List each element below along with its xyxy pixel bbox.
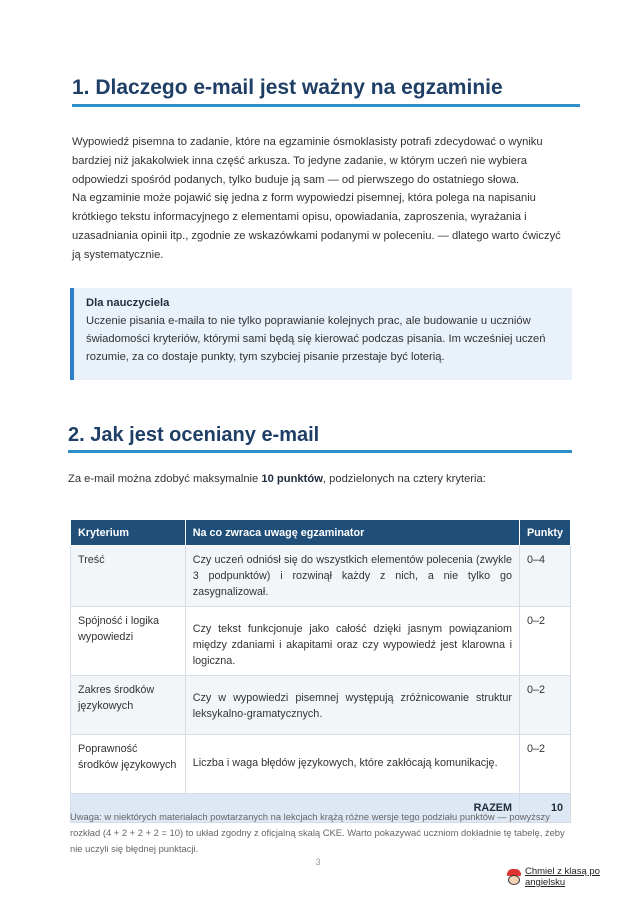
row-points: 0–4 — [519, 546, 570, 607]
total-value: 10 — [519, 794, 570, 823]
table-row — [71, 607, 571, 676]
row-description: Czy w wypowiedzi pisemnej występują zróżnicowanie struktur leksykalno-gramatycznych. — [185, 676, 519, 735]
section-1-heading: 1. Dlaczego e-mail jest ważny na egzaminie — [72, 76, 580, 107]
intro-text-before: Za e-mail można zdobyć maksymalnie — [68, 473, 262, 485]
intro-max-points: 10 punktów — [261, 473, 323, 485]
teacher-note-text: Uczenie pisania e-maila to nie tylko poprawianie kolejnych prac, ale budowanie u uczniów świadomości kryteriów, którymi sami będą się kierować podczas pisania. Im wcześniej uczeń rozumie, za co dostaje punkty, tym szybciej pisanie przestaje być loterią. — [86, 315, 546, 363]
row-criterion: Poprawność środków językowych — [71, 735, 186, 794]
teacher-avatar-icon — [505, 868, 522, 886]
row-description: Liczba i waga błędów językowych, które zakłócają komunikację. — [185, 735, 519, 794]
footnote: Uwaga: w niektórych materiałach powtarzanych na lekcjach krążą różne wersje tego podziału punktów — powyższy rozkład (4 + 2 + 2 + 2 = 10) to układ zgodny z oficjalną skalą CKE. Warto pokazywać uczniom dokładnie tę tabelę, żeby nie uczyli się błędnej punktacji. — [70, 811, 565, 854]
section-1-paragraph-1: Wypowiedź pisemna to zadanie, które na egzaminie ósmoklasisty potrafi zdecydować o wyniku bardziej niż jakakolwiek inna część arkusza. To jedyne zadanie, w którym uczeń nie wybiera odpowiedzi spośród podanych, tylko buduje ją sam — od pierwszego do ostatniego słowa. — [72, 136, 543, 186]
scoring-table — [70, 519, 571, 823]
teacher-note-title: Dla nauczyciela — [86, 297, 170, 309]
teacher-note-box — [70, 288, 572, 380]
brand-text[interactable]: Chmiel z klasą po angielsku — [524, 866, 600, 888]
header-points: Punkty — [519, 520, 570, 546]
table-header-row — [71, 520, 571, 546]
section-1-paragraph-2: Na egzaminie może pojawić się jedna z form wypowiedzi pisemnej, która polega na napisaniu krótkiego tekstu informacyjnego z elementami opisu, opowiadania, zaproszenia, wyrażania i uzasadniania opinii itp., zgodnie ze wskazówkami podanymi w poleceniu. — dlatego warto ćwiczyć ją systematycznie. — [72, 192, 561, 261]
row-criterion: Treść — [71, 546, 186, 607]
row-description: Czy uczeń odniósł się do wszystkich elementów polecenia (zwykle 3 podpunktów) i rozwinął każdy z nich, a nie tylko go zasygnalizował. — [185, 546, 519, 607]
row-points: 0–2 — [519, 735, 570, 794]
total-label: RAZEM — [71, 794, 520, 823]
table-row — [71, 676, 571, 735]
header-description: Na co zwraca uwagę egzaminator — [185, 520, 519, 546]
row-points: 0–2 — [519, 607, 570, 676]
row-criterion: Zakres środków językowych — [71, 676, 186, 735]
header-criterion: Kryterium — [71, 520, 186, 546]
section-2-heading: 2. Jak jest oceniany e-mail — [68, 424, 572, 453]
brand-link[interactable] — [505, 866, 636, 888]
row-points: 0–2 — [519, 676, 570, 735]
row-description: Czy tekst funkcjonuje jako całość dzięki jasnym powiązaniom między zdaniami i akapitami oraz czy wypowiedź jest klarowna i logiczna. — [185, 607, 519, 676]
table-row — [71, 735, 571, 794]
intro-text-after: , podzielonych na cztery kryteria: — [322, 473, 486, 485]
row-criterion: Spójność i logika wypowiedzi — [71, 607, 186, 676]
scoring-intro — [68, 473, 486, 485]
table-row — [71, 546, 571, 607]
page-number: 3 — [315, 857, 321, 867]
